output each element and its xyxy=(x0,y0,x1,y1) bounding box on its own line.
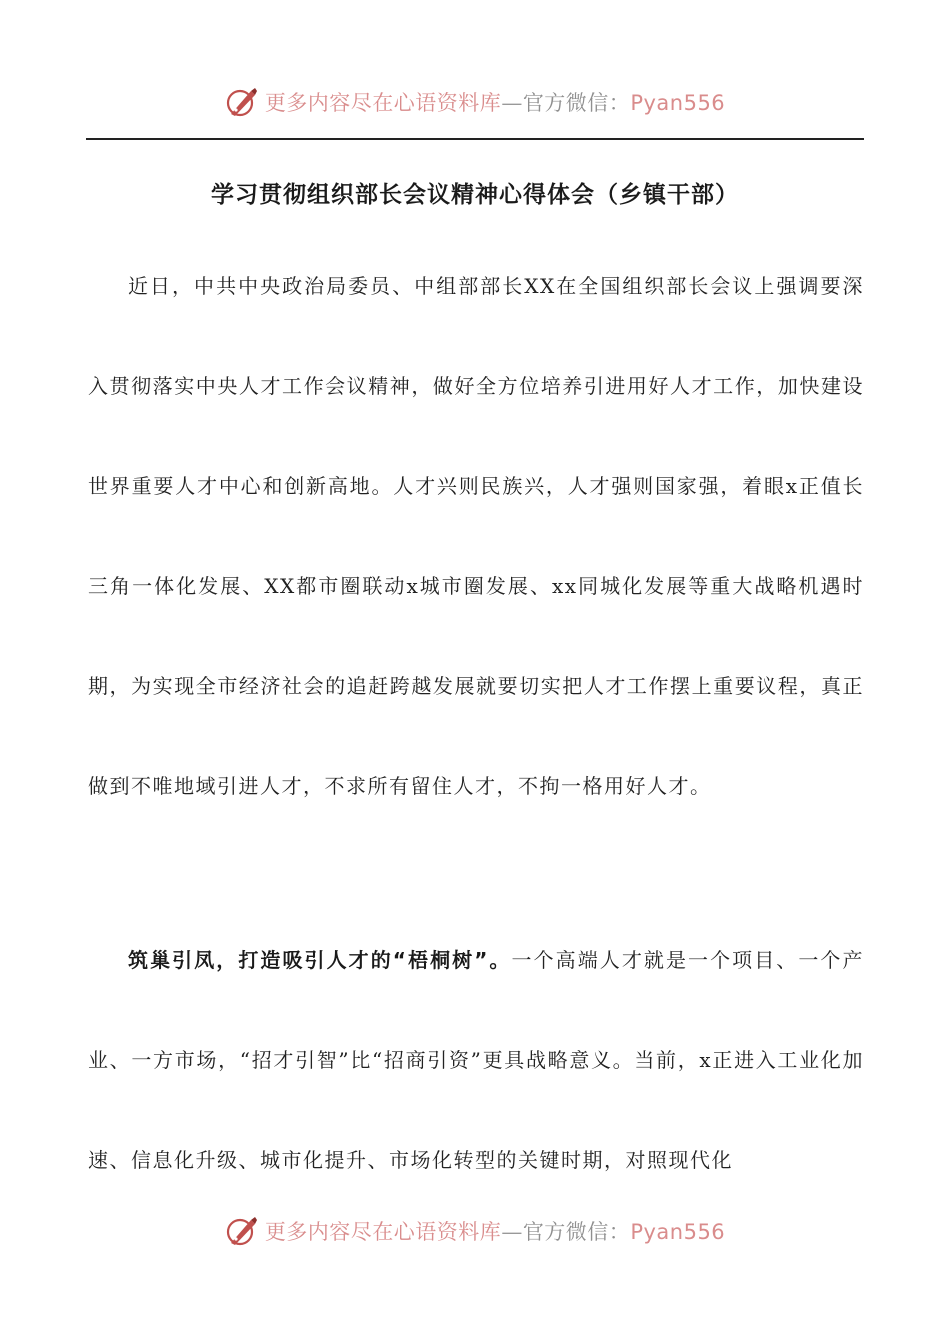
paragraph-2 xyxy=(88,910,864,1210)
header-banner xyxy=(0,80,950,124)
document-title: 学习贯彻组织部长会议精神心得体会（乡镇干部） xyxy=(211,182,739,208)
pen-logo-icon xyxy=(225,85,259,119)
footer-banner xyxy=(0,1209,950,1253)
wechat-id: Pyan556 xyxy=(630,1220,726,1244)
brand-slogan xyxy=(265,1216,725,1246)
brand-slogan xyxy=(265,87,725,117)
paragraph-2-lead: 筑巢引凤，打造吸引人才的“梧桐树”。 xyxy=(128,948,512,972)
brand-dash: — xyxy=(501,91,523,115)
brand-name: 更多内容尽在心语资料库 xyxy=(264,1220,502,1244)
brand-dash: — xyxy=(501,1220,523,1244)
paragraph-2-body: 一个高端人才就是一个项目、一个产业、一方市场，“招才引智”比“招商引资”更具战略意义。当前，x正进入工业化加速、信息化升级、城市化提升、市场化转型的关键时期，对照现代化 xyxy=(88,948,865,1172)
header-divider xyxy=(86,138,864,140)
brand-name: 更多内容尽在心语资料库 xyxy=(264,91,502,115)
paragraph-1: 近日，中共中央政治局委员、中组部部长XX在全国组织部长会议上强调要深入贯彻落实中央人才工作会议精神，做好全方位培养引进用好人才工作，加快建设世界重要人才中心和创新高地。人才兴则民族兴，人才强则国家强，着眼x正值长三角一体化发展、XX都市圈联动x城市圈发展、xx同城化发展等重大战略机遇时期，为实现全市经济社会的追赶跨越发展就要切实把人才工作摆上重要议程，真正做到不唯地域引进人才，不求所有留住人才，不拘一格用好人才。 xyxy=(88,274,864,798)
wechat-label: 官方微信： xyxy=(522,1220,631,1244)
wechat-id: Pyan556 xyxy=(630,91,726,115)
wechat-label: 官方微信： xyxy=(522,91,631,115)
pen-logo-icon xyxy=(225,1214,259,1248)
